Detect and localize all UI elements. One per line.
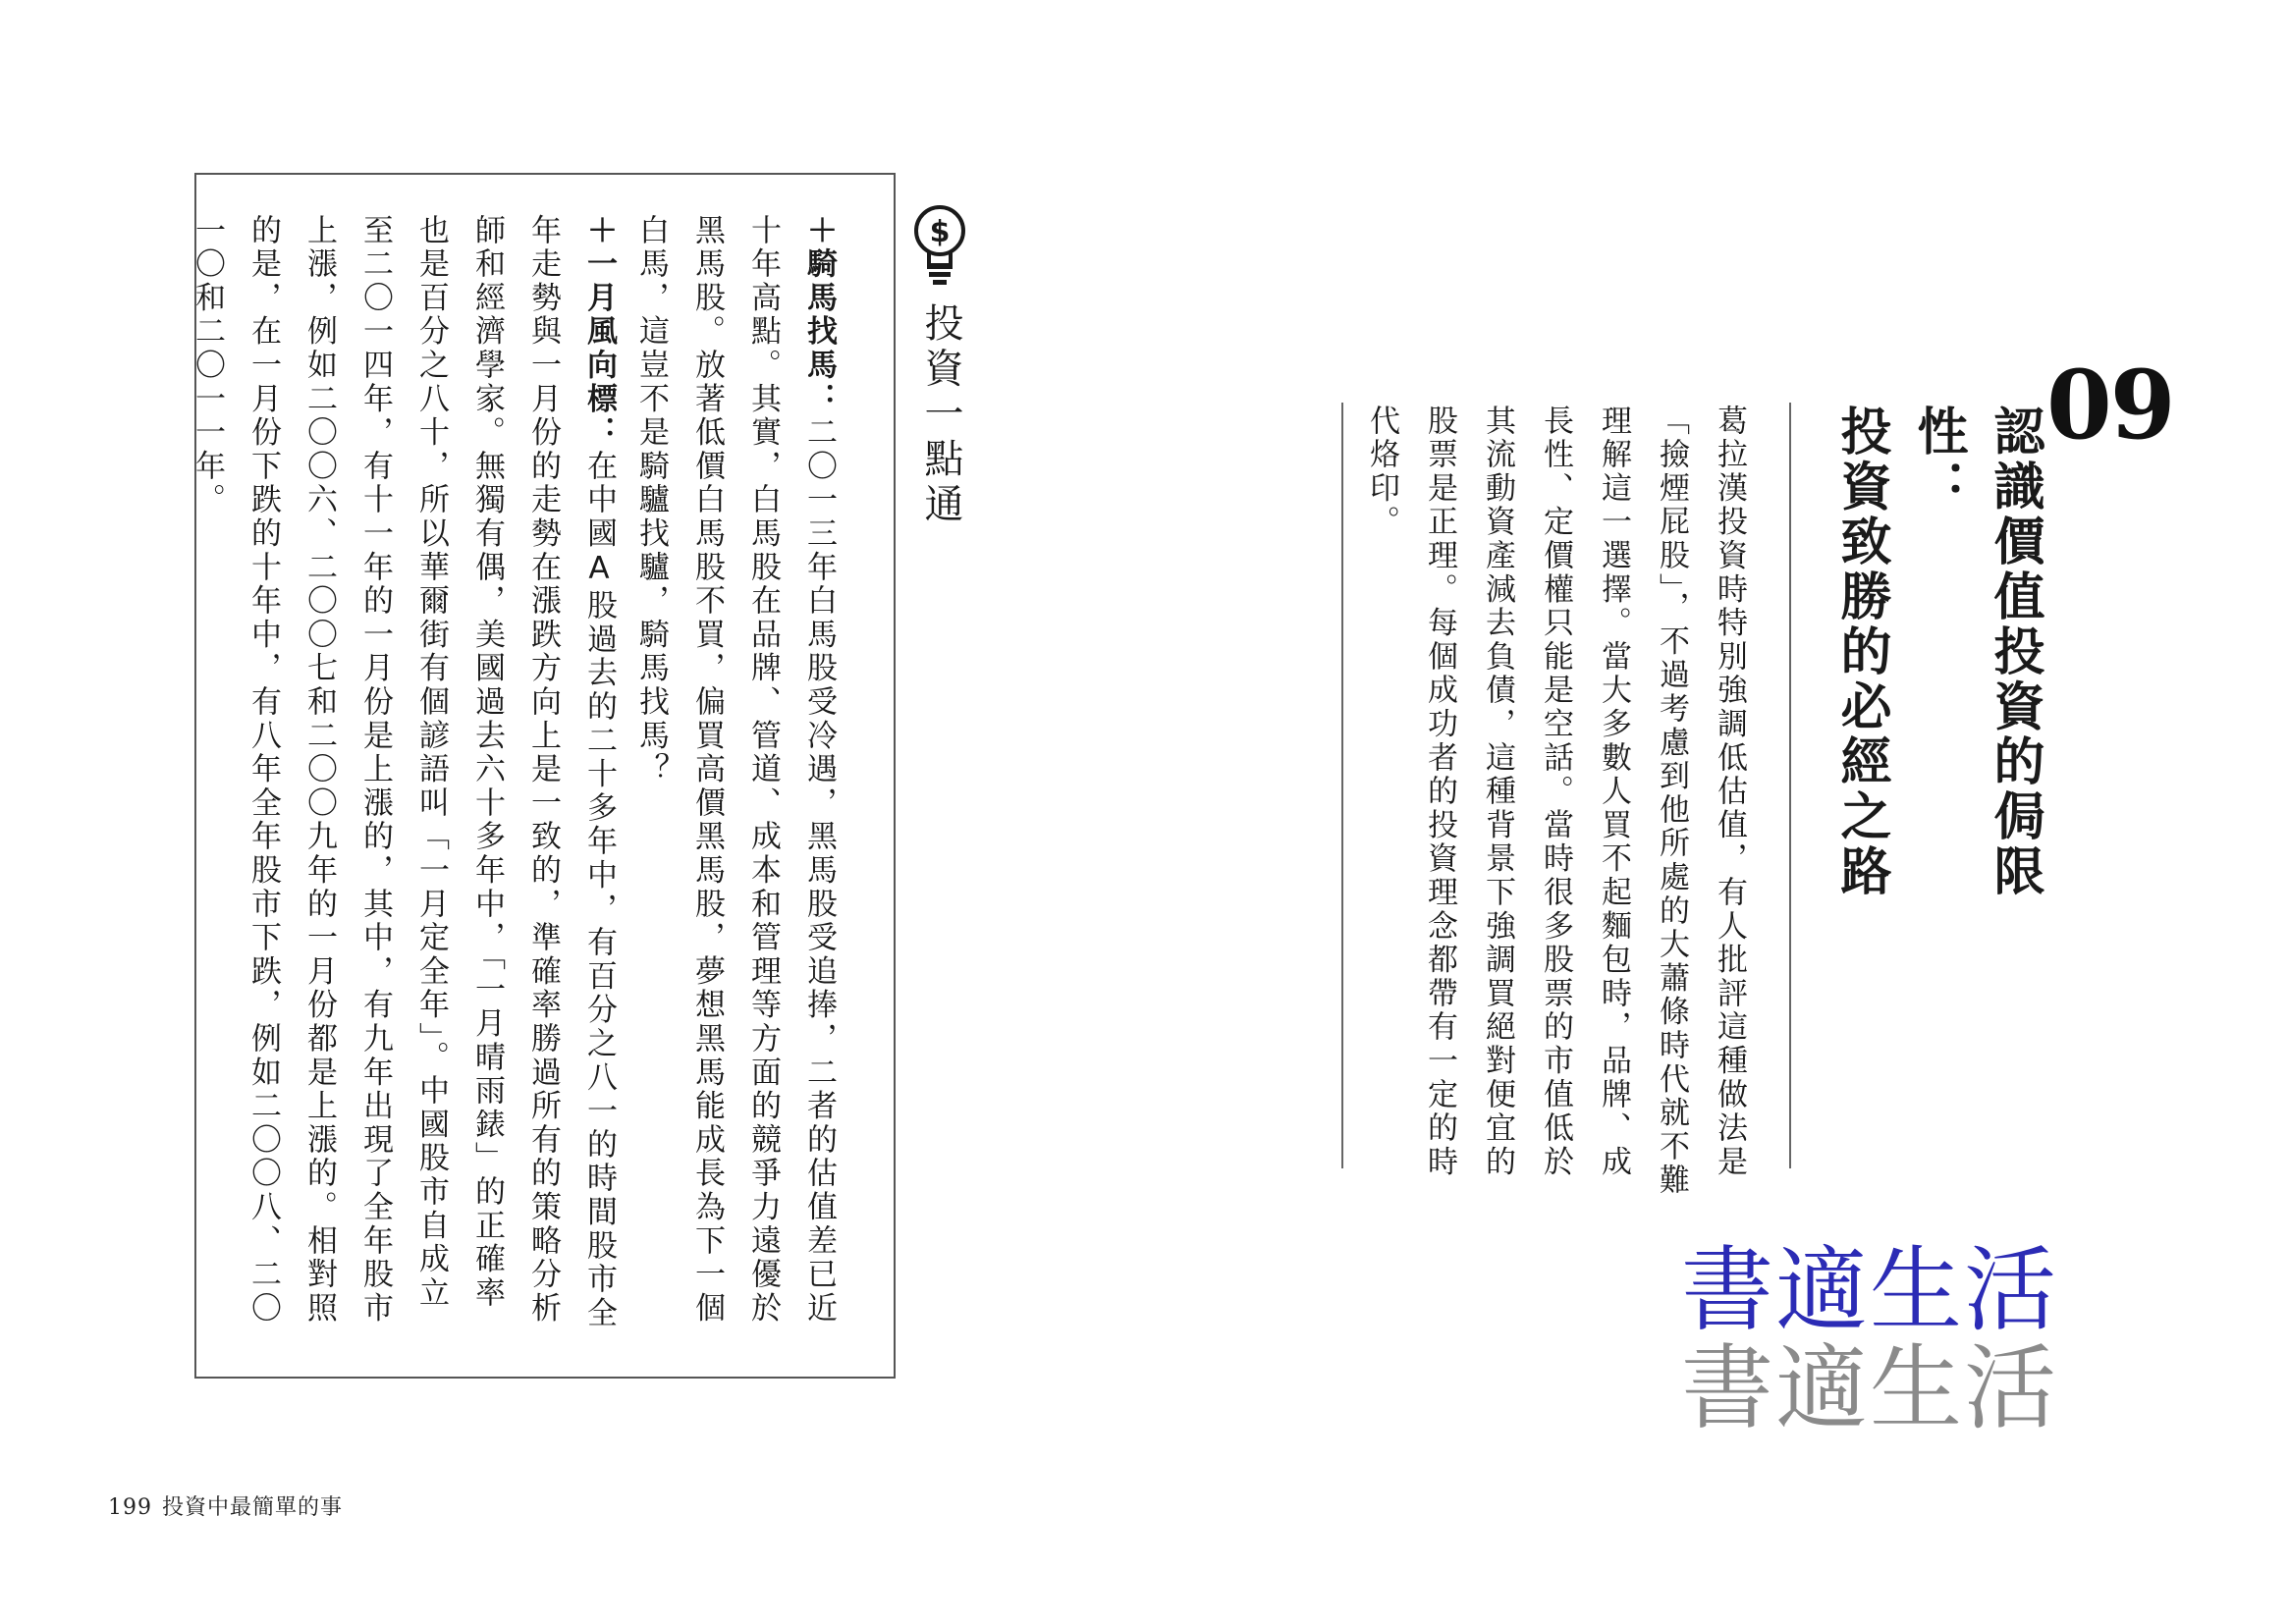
- chapter-title: [1823, 405, 2052, 954]
- page-footer: [108, 1490, 343, 1521]
- watermark-blue: 書適生活: [1681, 1237, 2059, 1344]
- section-text: 在中國A股過去的二十多年中，有百分之八一的時間股市全年走勢與一月份的走勢在漲跌方向上是一致的，準確率勝過所有的策略分析師和經濟學家。無獨有偶，美國過去六十多年中，「一月晴雨錶」的正確率也是百分之八十，所以華爾街有個諺語叫「一月定全年」。中國股市自成立至二〇一四年，有十一年的一月份是上漲的，其中，有九年出現了全年股市上漲，例如二〇〇六、二〇〇七和二〇〇九年的一月份都是上漲的。相對照的是，在一月份下跌的十年中，有八年全年股市下跌，例如二〇〇八、二〇一〇和二〇一一年。: [190, 214, 617, 1330]
- chapter-title-line2: 投資致勝的必經之路: [1831, 405, 1891, 899]
- section-heading: 一月風向標：: [581, 247, 617, 451]
- page-number: 199: [108, 1495, 152, 1520]
- tip-section-january: [190, 214, 627, 1343]
- divider: [1341, 403, 1343, 1168]
- watermark-gray: 書適生活: [1681, 1335, 2059, 1442]
- book-title: 投資中最簡單的事: [162, 1495, 344, 1520]
- chapter-number: 09: [2046, 350, 2174, 460]
- section-text: 二〇一三年白馬股受冷遇，黑馬股受追捧，二者的估值差已近十年高點。其實，白馬股在品牌、管道、成本和管理等方面的競爭力遠優於黑馬股。放著低價白馬股不買，偏買高價黑馬股，夢想黑馬能成長為下一個白馬，這豈不是騎驢找驢，騎馬找馬？: [633, 214, 837, 1326]
- tip-title: 投資一點通: [918, 302, 963, 528]
- svg-text:$: $: [929, 215, 951, 249]
- chapter-title-line1: 認識價值投資的侷限性：: [1908, 405, 2044, 899]
- divider: [1789, 403, 1791, 1168]
- chapter-body-text: 葛拉漢投資時特別強調低估值，有人批評這種做法是「撿煙屁股」，不過考慮到他所處的大蕭條時代就不難理解這一選擇。當大多數人買不起麵包時，品牌、成長性、定價權只能是空話。當時很多股票的市值低於其流動資產減去負債，這種背景下強調買絕對便宜的股票是正理。每個成功者的投資理念都帶有一定的時代烙印。: [1364, 405, 1747, 1198]
- plus-icon: ＋: [581, 214, 617, 248]
- plus-icon: ＋: [801, 214, 837, 248]
- tip-section-horse: [611, 214, 846, 1343]
- section-heading: 騎馬找馬：: [801, 247, 837, 416]
- lightbulb-dollar-icon: [911, 202, 968, 287]
